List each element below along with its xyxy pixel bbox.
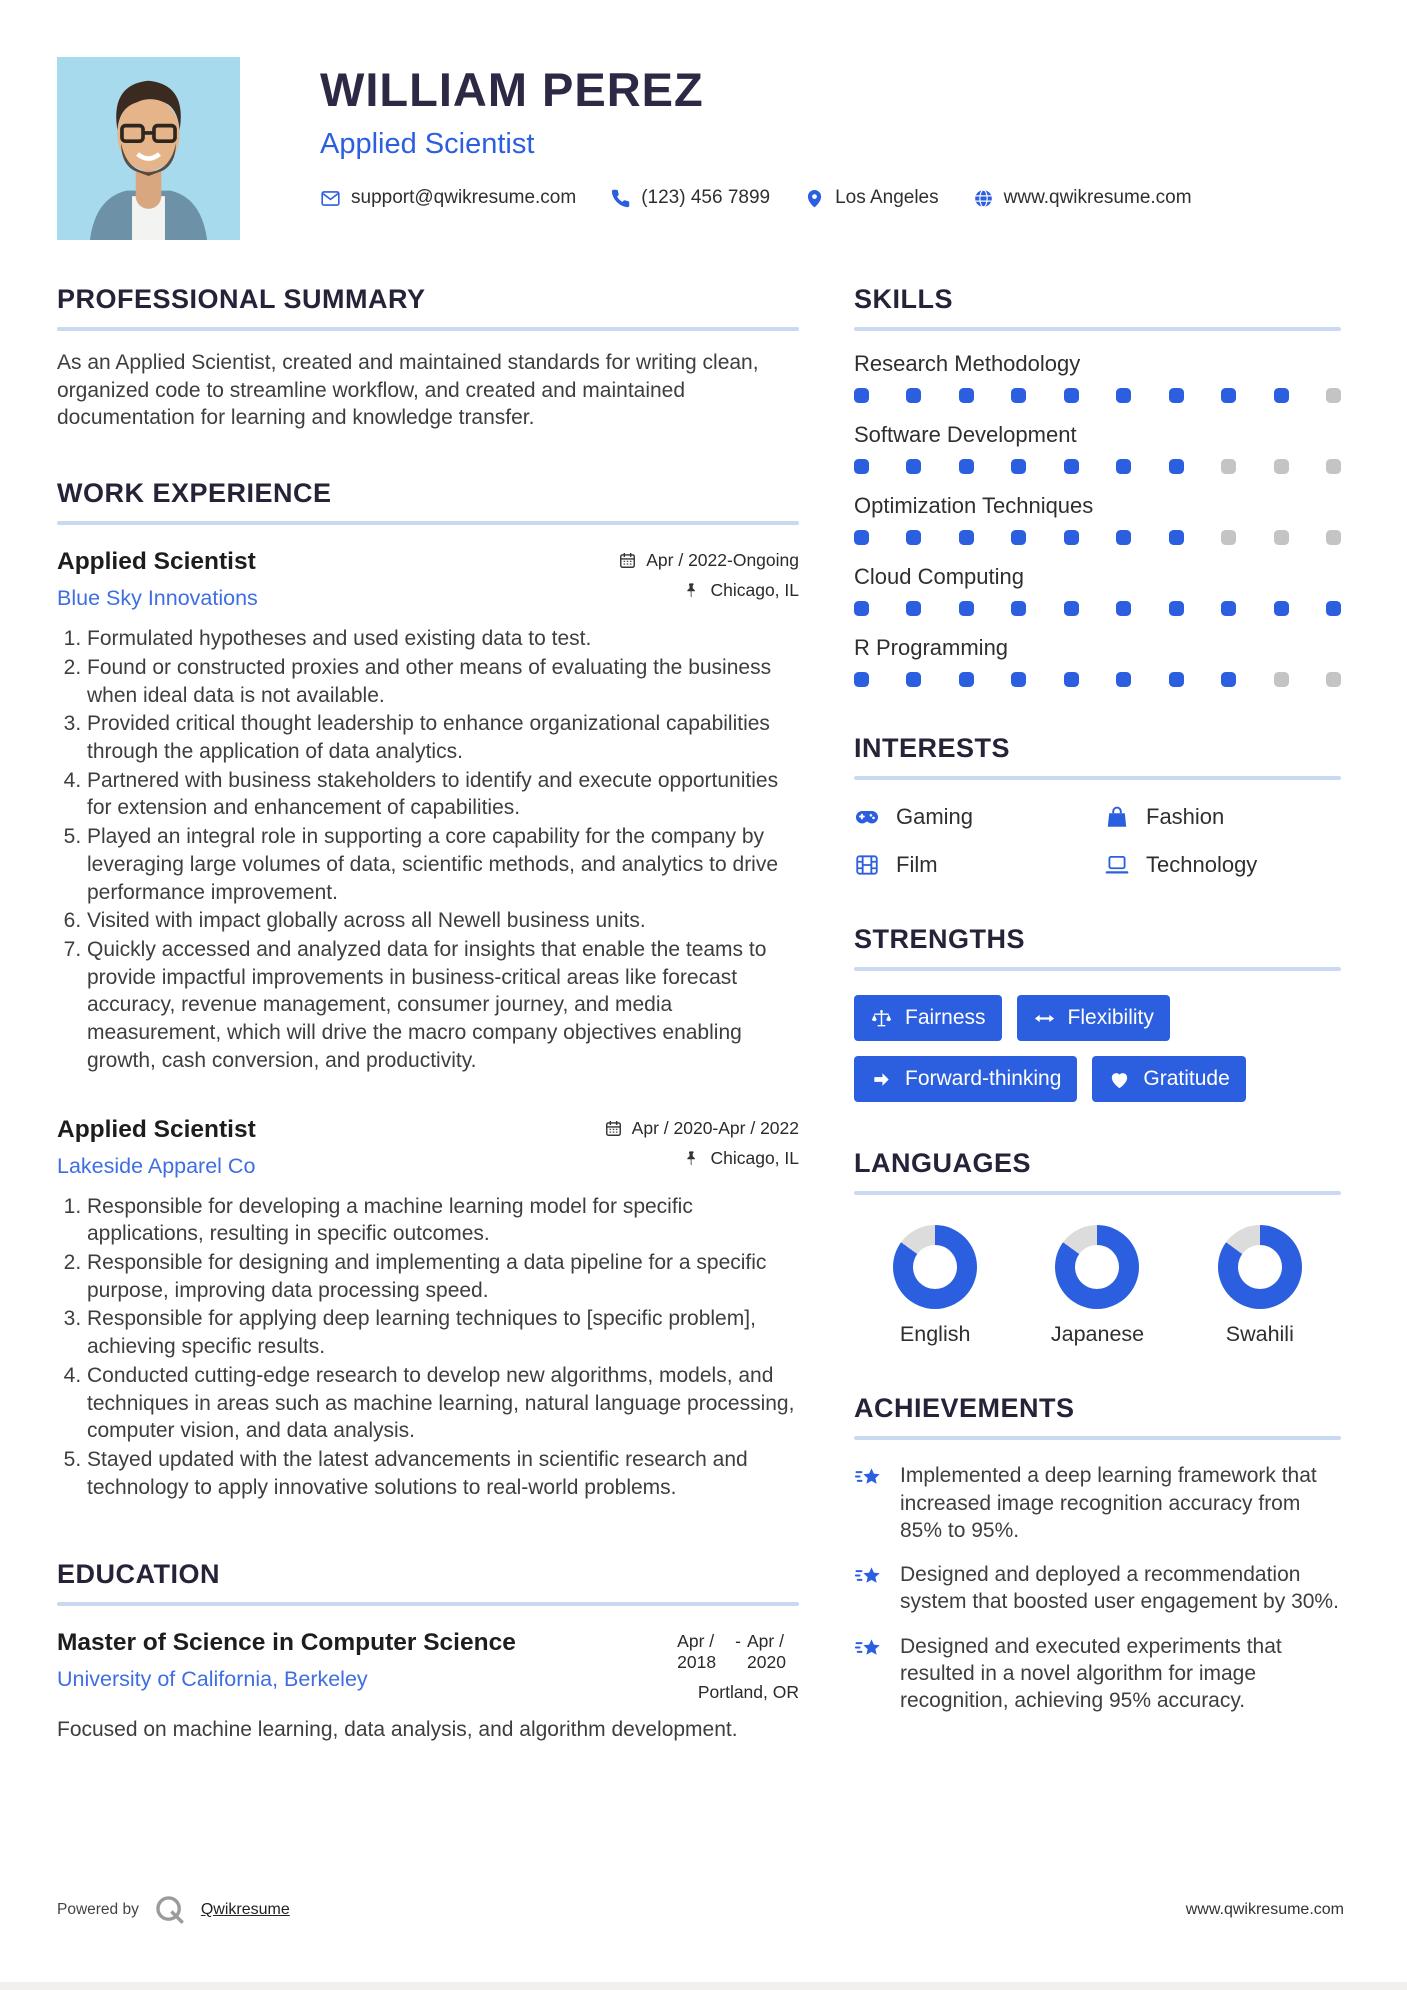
section-summary (57, 284, 799, 432)
job-header-left (57, 1115, 256, 1179)
skill-dot (854, 459, 869, 474)
heading-rule (854, 776, 1341, 780)
globe-icon (973, 188, 994, 209)
summary-text: As an Applied Scientist, created and maintained standards for writing clean, organized code to streamline workflow, and created and maintained documentation for learning and knowledge transfer. (57, 351, 759, 430)
skill-dot (1116, 459, 1131, 474)
job-meta (604, 1115, 799, 1169)
education-heading: EDUCATION (57, 1559, 220, 1590)
phone-icon (610, 188, 631, 209)
language-label: Swahili (1225, 1322, 1294, 1347)
achievement-text: Designed and deployed a recommendation system that boosted user engagement by 30%. (900, 1563, 1339, 1614)
interest-item (1104, 804, 1341, 830)
contact-text[interactable]: www.qwikresume.com (1003, 187, 1192, 209)
skill-dot (1274, 459, 1289, 474)
right-column (854, 284, 1341, 1743)
skill-dot (854, 388, 869, 403)
job-header (57, 1115, 799, 1179)
skill-dot (906, 459, 921, 474)
contact-item (320, 187, 576, 209)
skill-dot (906, 530, 921, 545)
skill-dot (1011, 388, 1026, 403)
language-label: English (899, 1322, 971, 1347)
skill-dot (1116, 672, 1131, 687)
heading-rule (57, 1602, 799, 1606)
skill-dot (906, 601, 921, 616)
strength-badge (1092, 1056, 1245, 1102)
mail-icon (320, 188, 341, 209)
skill-dot (959, 388, 974, 403)
section-languages (854, 1148, 1341, 1347)
skill-dot (1326, 459, 1341, 474)
skill-dot (1274, 672, 1289, 687)
job-bullet: 4. Partnered with business stakeholders to identify and execute opportunities for extension and enhancement of capabilities. (87, 767, 799, 822)
powered-by (57, 1893, 290, 1927)
interest-label: Technology (1146, 852, 1258, 878)
language-label: Japanese (1050, 1322, 1145, 1347)
gamepad-icon (854, 804, 880, 830)
skill-dot (854, 672, 869, 687)
strength-label: Flexibility (1067, 1006, 1154, 1030)
arrows-horizontal-icon (1033, 1007, 1056, 1030)
skill-dot (1326, 530, 1341, 545)
company-link[interactable]: Blue Sky Innovations (57, 586, 258, 611)
skill-dot (854, 601, 869, 616)
strength-label: Gratitude (1143, 1067, 1230, 1091)
heading-rule (854, 1191, 1341, 1195)
interests-list (854, 804, 1341, 878)
skill-dot (906, 672, 921, 687)
heart-icon (1108, 1068, 1131, 1091)
pushpin-icon (682, 581, 701, 600)
skill-dot (1221, 601, 1236, 616)
job-header (57, 547, 799, 611)
contact-item (973, 187, 1192, 209)
heading-rule (854, 967, 1341, 971)
skill-dot (1116, 601, 1131, 616)
job-bullet: 5. Stayed updated with the latest advancements in scientific research and technology to apply innovative solutions to real-world problems. (87, 1446, 799, 1501)
job-bullet: 2. Found or constructed proxies and other means of evaluating the business when ideal data is not available. (87, 654, 799, 709)
skill-dot (1169, 530, 1184, 545)
person-title: Applied Scientist (320, 128, 535, 161)
job-bullet: 1. Formulated hypotheses and used existing data to test. (87, 625, 799, 653)
job-bullet: 1. Responsible for developing a machine learning model for specific applications, resulting in specific outcomes. (87, 1193, 799, 1248)
skill-dot (1326, 601, 1341, 616)
section-education (57, 1559, 799, 1743)
skill-dot (1169, 601, 1184, 616)
balance-scale-icon (870, 1007, 893, 1030)
skill-dot (1274, 601, 1289, 616)
shooting-star-icon (854, 1464, 884, 1494)
experience-heading: WORK EXPERIENCE (57, 478, 332, 509)
skill-name: Optimization Techniques (854, 493, 1094, 519)
job-bullets (57, 1193, 799, 1502)
skill-dot (1221, 530, 1236, 545)
achievements-heading: ACHIEVEMENTS (854, 1393, 1075, 1424)
q-logo-icon (153, 1893, 187, 1927)
skill-dots (854, 601, 1341, 616)
achievement-text: Designed and executed experiments that resulted in a novel algorithm for image recognition, achieving 95% accuracy. (900, 1634, 1282, 1713)
skill-name: R Programming (854, 635, 1009, 661)
education-entry (57, 1628, 799, 1743)
skill-dot (1011, 601, 1026, 616)
skill-name: Software Development (854, 422, 1077, 448)
strengths-list (854, 995, 1341, 1102)
job-location (682, 580, 799, 601)
skill-dots (854, 530, 1341, 545)
shopping-bag-icon (1104, 804, 1130, 830)
skills-list (854, 351, 1341, 687)
heading-rule (57, 521, 799, 525)
section-strengths (854, 924, 1341, 1102)
profile-photo (57, 57, 240, 240)
job-location-text: Chicago, IL (710, 580, 799, 601)
education-location-text: Portland, OR (697, 1681, 799, 1702)
heading-rule (57, 327, 799, 331)
job-dates-text: Apr / 2022-Ongoing (646, 550, 799, 571)
strengths-heading: STRENGTHS (854, 924, 1026, 955)
film-icon (854, 852, 880, 878)
job-bullet: 6. Visited with impact globally across all Newell business units. (87, 907, 799, 935)
job-bullet: 7. Quickly accessed and analyzed data for insights that enable the teams to provide impactful improvements in business-critical areas like forecast accuracy, revenue management, consumer journey, and media measurement, which will drive the macro company objectives enabling growth, cash conversion, and productivity. (87, 936, 799, 1075)
laptop-icon (1104, 852, 1130, 878)
company-link[interactable]: Lakeside Apparel Co (57, 1153, 256, 1178)
skill-dot (1064, 601, 1079, 616)
strength-badge (1017, 995, 1170, 1041)
skill-dot (959, 672, 974, 687)
skill-dot (1064, 530, 1079, 545)
education-date-end: Apr / 2020 (747, 1631, 786, 1673)
calendar-icon (604, 1119, 623, 1138)
section-experience (57, 478, 799, 1501)
interests-heading: INTERESTS (854, 733, 1011, 764)
language-item (854, 1225, 1016, 1347)
job-bullet: 2. Responsible for designing and implementing a data pipeline for a specific purpose, improving data processing speed. (87, 1249, 799, 1304)
pushpin-icon (670, 1683, 689, 1702)
job-bullet: 3. Provided critical thought leadership to enhance organizational capabilities through the application of data analytics. (87, 710, 799, 765)
arrow-right-icon (870, 1068, 893, 1091)
skill-dot (1116, 530, 1131, 545)
education-note: Focused on machine learning, data analysis, and algorithm development. (57, 1717, 738, 1741)
skill-dot (906, 388, 921, 403)
skill-dot (854, 530, 869, 545)
qwikresume-link[interactable]: Qwikresume (200, 1901, 290, 1918)
skill-dot (1169, 672, 1184, 687)
map-pin-icon (804, 188, 825, 209)
interest-item (854, 804, 1104, 830)
languages-heading: LANGUAGES (854, 1148, 1032, 1179)
skill-dot (959, 530, 974, 545)
avatar (57, 57, 240, 240)
language-donut (893, 1225, 977, 1309)
person-name: WILLIAM PEREZ (320, 63, 704, 116)
education-dates (652, 1631, 799, 1672)
achievement-item (854, 1561, 1341, 1616)
skill-row (854, 564, 1341, 616)
skill-dots (854, 388, 1341, 403)
interest-label: Film (896, 852, 938, 878)
contact-text: Los Angeles (835, 187, 939, 209)
skill-dot (1221, 672, 1236, 687)
languages-list (854, 1225, 1341, 1347)
pushpin-icon (682, 1149, 701, 1168)
achievement-item (854, 1633, 1341, 1715)
footer (57, 1893, 1344, 1927)
skill-dot (959, 459, 974, 474)
left-column (57, 284, 799, 1743)
date-separator: - (735, 1631, 741, 1652)
strength-label: Forward-thinking (905, 1067, 1062, 1091)
job-bullet: 3. Responsible for applying deep learning techniques to [specific problem], achieving specific results. (87, 1305, 799, 1360)
contact-text[interactable]: support@qwikresume.com (351, 187, 577, 209)
strength-label: Fairness (905, 1006, 986, 1030)
content-columns (57, 284, 1344, 1743)
education-date-start: Apr / 2018 (677, 1631, 717, 1673)
skill-dot (1011, 530, 1026, 545)
interest-item (854, 852, 1104, 878)
strength-badge (854, 995, 1002, 1041)
job-dates (618, 550, 799, 571)
interest-label: Gaming (896, 804, 974, 830)
skill-dot (1169, 459, 1184, 474)
powered-by-label: Powered by (57, 1901, 139, 1918)
skill-dot (1064, 672, 1079, 687)
job-header-left (57, 547, 258, 611)
contact-item (610, 187, 770, 209)
header (57, 57, 1344, 240)
skill-dot (1116, 388, 1131, 403)
job-location-text: Chicago, IL (710, 1147, 799, 1168)
section-skills (854, 284, 1341, 687)
skill-dot (959, 601, 974, 616)
heading-rule (854, 1436, 1341, 1440)
skill-dot (1011, 672, 1026, 687)
job-bullets (57, 625, 799, 1075)
skill-dot (1221, 388, 1236, 403)
job-entry (57, 547, 799, 1074)
contact-text: (123) 456 7899 (641, 187, 771, 209)
language-item (1179, 1225, 1341, 1347)
calendar-icon (652, 1632, 671, 1651)
section-achievements (854, 1393, 1341, 1714)
contact-item (804, 187, 939, 209)
skill-dot (1064, 459, 1079, 474)
footer-website: www.qwikresume.com (1185, 1901, 1344, 1918)
jobs-container (57, 547, 799, 1501)
skill-dot (1169, 388, 1184, 403)
summary-heading: PROFESSIONAL SUMMARY (57, 284, 426, 314)
shooting-star-icon (854, 1635, 884, 1665)
skill-row (854, 351, 1341, 403)
contact-row (320, 187, 1192, 209)
skills-heading: SKILLS (854, 284, 954, 314)
job-dates (604, 1118, 799, 1139)
skill-dot (1011, 459, 1026, 474)
skill-dot (1326, 672, 1341, 687)
degree-title: Master of Science in Computer Science (57, 1629, 516, 1657)
achievement-item (854, 1462, 1341, 1544)
heading-rule (854, 327, 1341, 331)
job-title: Applied Scientist (57, 548, 256, 576)
job-bullet: 4. Conducted cutting-edge research to develop new algorithms, models, and techniques in areas such as machine learning, natural language processing, computer vision, and data analysis. (87, 1362, 799, 1445)
skill-row (854, 493, 1341, 545)
skill-dots (854, 672, 1341, 687)
skill-dot (1274, 388, 1289, 403)
education-location (670, 1682, 799, 1703)
skill-dot (1326, 388, 1341, 403)
job-dates-text: Apr / 2020-Apr / 2022 (631, 1117, 799, 1138)
language-donut (1218, 1225, 1302, 1309)
school-link[interactable]: University of California, Berkeley (57, 1667, 368, 1692)
skill-dot (1221, 459, 1236, 474)
job-location (682, 1148, 799, 1169)
skill-row (854, 635, 1341, 687)
job-entry (57, 1115, 799, 1502)
skill-dot (1274, 530, 1289, 545)
interest-label: Fashion (1146, 804, 1225, 830)
page-bottom-edge (0, 1982, 1407, 1990)
achievement-text: Implemented a deep learning framework that increased image recognition accuracy from 85% to 95%. (900, 1464, 1317, 1542)
interest-item (1104, 852, 1341, 878)
language-donut (1055, 1225, 1139, 1309)
shooting-star-icon (854, 1563, 884, 1593)
job-title: Applied Scientist (57, 1115, 256, 1143)
section-interests (854, 733, 1341, 878)
language-item (1016, 1225, 1178, 1347)
header-text (320, 57, 1192, 209)
skill-name: Cloud Computing (854, 564, 1024, 590)
calendar-icon (618, 551, 637, 570)
strength-badge (854, 1056, 1077, 1102)
job-meta (618, 547, 799, 601)
skill-name: Research Methodology (854, 351, 1081, 377)
achievements-list (854, 1462, 1341, 1714)
job-bullet: 5. Played an integral role in supporting a core capability for the company by leveraging large volumes of data, scientific methods, and analytics to drive performance improvement. (87, 823, 799, 906)
skill-dots (854, 459, 1341, 474)
skill-row (854, 422, 1341, 474)
skill-dot (1064, 388, 1079, 403)
